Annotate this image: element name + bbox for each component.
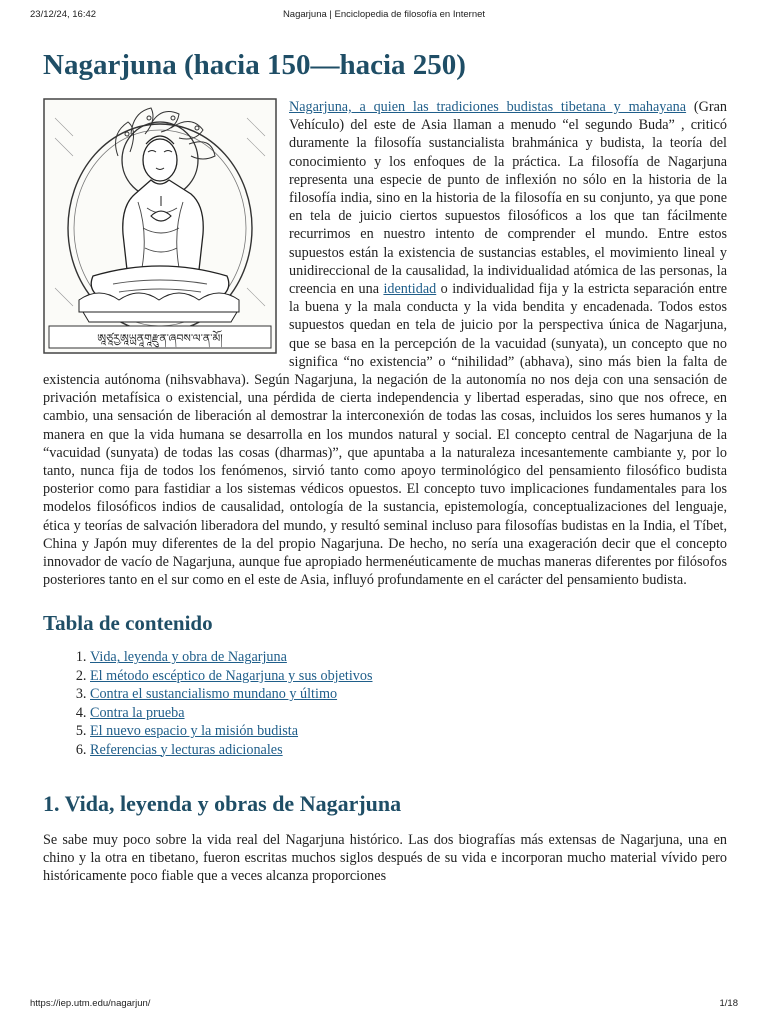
toc-link-espacio[interactable]: El nuevo espacio y la misión budista (90, 723, 299, 740)
link-nagarjuna[interactable]: Nagarjuna, a quien las tradiciones budistas tibetana y mahayana (289, 99, 687, 115)
image-caption-script: ཨཱཙཱརྱཨཱཡྻནཱགཱརྫུན་ཞབས་ལ་ན་མོ། (97, 332, 223, 345)
print-header (30, 9, 738, 23)
toc-item (90, 722, 727, 740)
toc-item (90, 741, 727, 759)
toc-link-prueba[interactable]: Contra la prueba (90, 704, 185, 721)
toc-item (90, 667, 727, 685)
intro-text-1: (Gran Vehículo) del este de Asia llaman a menudo “el segundo Buda” , criticó duramente la filosofía sustancialista brahmánica y budista, la teoría del conocimiento y los enfoques de la práctica. La filosofía de Nagarjuna representa una especie de punto de inflexión no sólo en la historia de la filosofía india, sino en la historia de la filosofía en su conjunto, ya que pone en tela de juicio ciertos supuestos filosóficos a los que tan fácilmente recurrimos en nuestro intento de comprender el mundo. Entre estos supuestos están la existencia de sustancias estables, el movimiento lineal y unidireccional de la causalidad, la individualidad atómica de las personas, la creencia en una (289, 99, 727, 298)
section-1-heading: 1. Vida, leyenda y obras de Nagarjuna (43, 790, 402, 816)
toc-link-sustancialismo[interactable]: Contra el sustancialismo mundano y último (90, 686, 338, 703)
toc-link-referencias[interactable]: Referencias y lecturas adicionales (90, 741, 283, 758)
table-of-contents (43, 648, 727, 758)
article-content (43, 48, 727, 886)
toc-heading: Tabla de contenido (43, 611, 213, 636)
page-title: Nagarjuna (hacia 150—hacia 250) (43, 49, 466, 81)
toc-item (90, 685, 727, 703)
intro-text-2: o individualidad fija y la estricta separación entre la buena y la mala conducta y la vida bendita y encadenada. Todos estos supuestos quedan en tela de juicio por la perspectiva única de Nagarjuna, que se basa en la percepción de la vacuidad (sunyata), un concepto que no significa “no existencia” o “nihilidad” (abhava), sino más bien la falta de existencia autónoma (nihsvabhava). Según Nagarjuna, la negación de la autonomía no nos deja con una sensación de privación metafísica o existencial, una pérdida de cierta independencia y libertad esperadas, sino que nos ofrece, en cambio, una sensación de liberación al demostrar la interconexión de todas las cosas, incluidos los seres humanos y la manera en que la vida humana se desarrolla en los mundos natural y social. El concepto central de Nagarjuna de la “vacuidad (sunyata) de todas las cosas (dharmas)”, que apuntaba a la naturaleza incesantemente cambiante y, por lo tanto, nunca fija de todos los fenómenos, sirvió tanto como apoyo terminológico del pensamiento filosófico budista posterior como para fastidiar a los sistemas védicos opuestos. El concepto tuvo implicaciones fundamentales para los modelos filosóficos indios de causalidad, ontología de la sustancia, epistemología, conceptualizaciones del lenguaje, ética y teorías de salvación liberadora del mundo, y resultó seminal incluso para filosofías budistas en la India, el Tíbet, China y Japón muy diferentes de la del propio Nagarjuna. De hecho, no sería una exageración decir que el concepto innovador de vacío de Nagarjuna, aunque fue apropiado hermenéuticamente de muchas maneras diferentes por filósofos posteriores tanto en el sur como en el este de Asia, influyó profundamente en el carácter del pensamiento budista. (43, 281, 727, 589)
link-identidad[interactable]: identidad (383, 281, 437, 298)
nagarjuna-illustration (43, 98, 277, 354)
toc-item (90, 648, 727, 666)
section-1-paragraph: Se sabe muy poco sobre la vida real del Nagarjuna histórico. Las dos biografías más extensas de Nagarjuna, una en chino y la otra en tibetano, fueron escritas muchos siglos después de su vida e incorporan mucho material vívido pero históricamente poco fiable que a veces alcanza proporciones (43, 831, 727, 885)
print-page-title: Nagarjuna | Enciclopedia de filosofía en Internet (282, 9, 486, 20)
print-date: 23/12/24, 16:42 (30, 9, 97, 20)
page-number: 1/18 (719, 998, 738, 1009)
print-url: https://iep.utm.edu/nagarjun/ (30, 998, 151, 1009)
print-footer (30, 998, 738, 1012)
toc-link-vida[interactable]: Vida, leyenda y obra de Nagarjuna (90, 649, 287, 666)
toc-item (90, 704, 727, 722)
toc-link-metodo[interactable]: El método escéptico de Nagarjuna y sus objetivos (90, 667, 373, 684)
